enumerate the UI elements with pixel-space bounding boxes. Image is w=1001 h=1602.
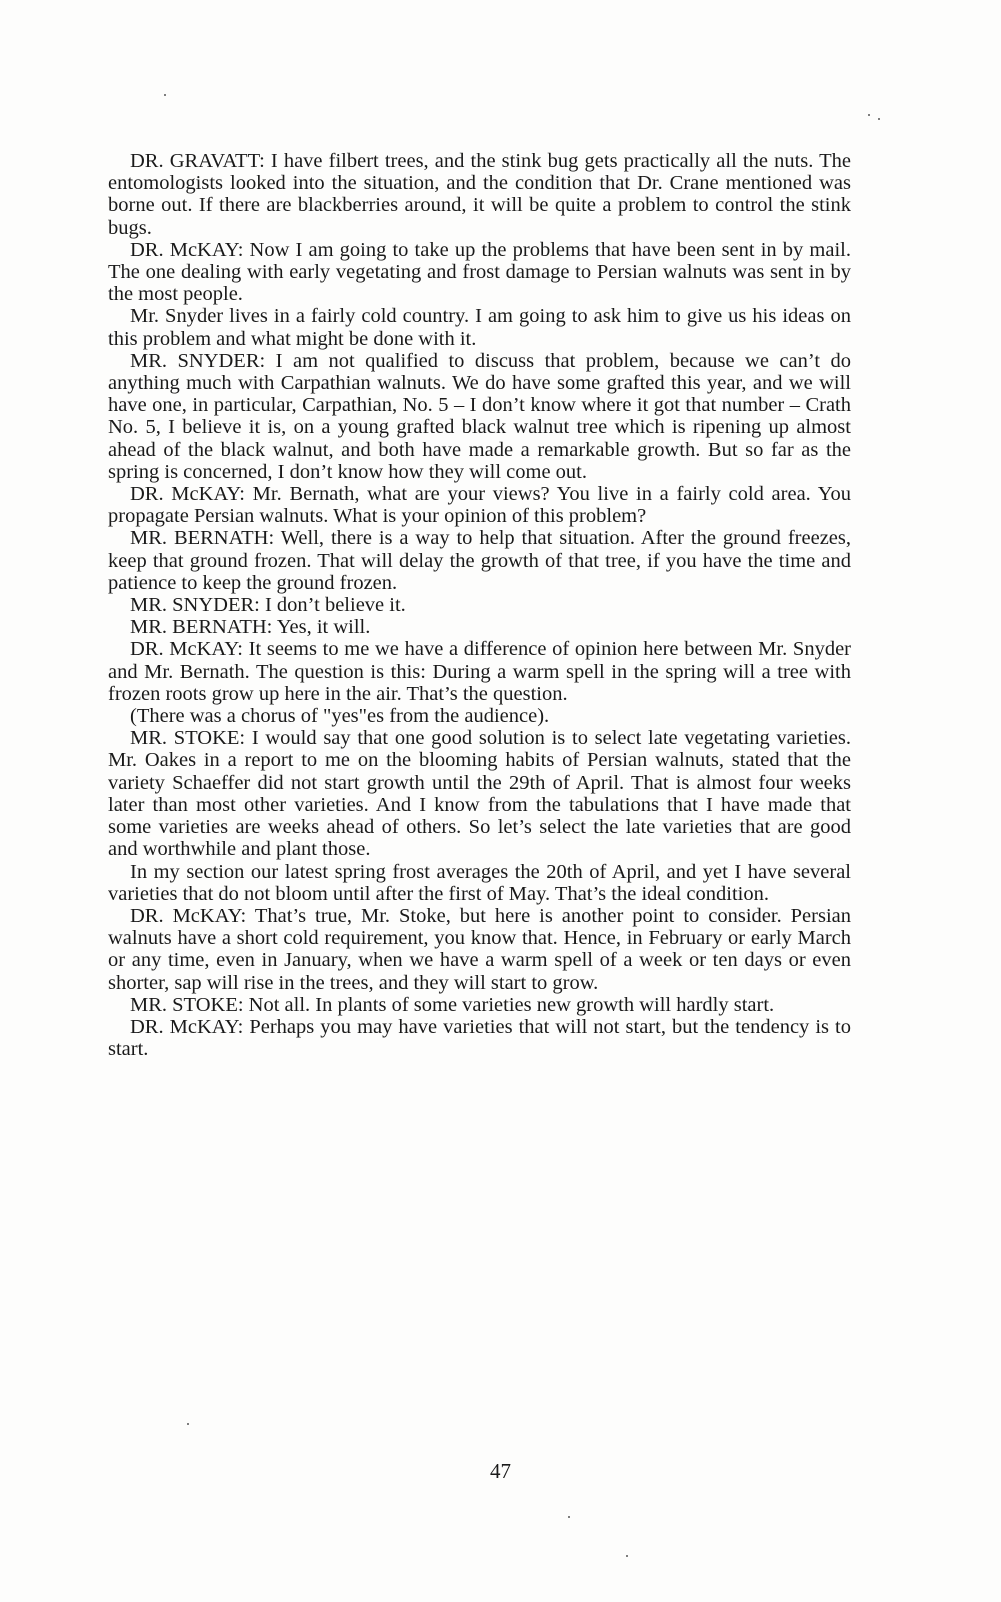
paragraph-stoke-not-all: MR. STOKE: Not all. In plants of some varieties new growth will hardly start. xyxy=(130,993,775,1016)
body-text xyxy=(108,150,851,1060)
scan-speck xyxy=(568,1516,570,1518)
paragraph-audience-chorus: (There was a chorus of "yes"es from the audience). xyxy=(130,705,550,728)
paragraph-gravatt-filberts: DR. GRAVATT: I have filbert trees, and the stink bug gets practically all the nuts. The entomologists looked into the situation, and the condition that Dr. Crane mentioned was borne out. If there are blackberries around, it will be quite a problem to control the stink bugs. xyxy=(108,150,851,239)
paragraph-snyder-carpathian: MR. SNYDER: I am not qualified to discuss that problem, because we can’t do anything much with Carpathian walnuts. We do have some grafted this year, and we will have one, in particular, Carpathian, No. 5 – I don’t know where it got that number – Crath No. 5, I believe it is, on a young grafted black walnut tree which is ripening up almost ahead of the black walnut, and both have made a remarkable growth. But so far as the spring is concerned, I don’t know how they will come out. xyxy=(108,349,851,483)
page-number: 47 xyxy=(490,1459,511,1483)
paragraph-stoke-spring-frost: In my section our latest spring frost averages the 20th of April, and yet I have several varieties that do not bloom until after the first of May. That’s the ideal condition. xyxy=(108,860,851,905)
paragraph-mckay-cold-requirement: DR. McKAY: That’s true, Mr. Stoke, but here is another point to consider. Persian walnuts have a short cold requirement, you know that. Hence, in February or early March or any time, even in January, when we have a warm spell of a week or ten days or even shorter, sap will rise in the trees, and they will start to grow. xyxy=(108,904,851,994)
scan-speck xyxy=(164,94,166,96)
paragraph-bernath-frozen-ground: MR. BERNATH: Well, there is a way to help that situation. After the ground freezes, keep that ground frozen. That will delay the growth of that tree, if you have the time and patience to keep the ground frozen. xyxy=(108,527,851,594)
paragraph-mckay-bernath-question: DR. McKAY: Mr. Bernath, what are your views? You live in a fairly cold area. You propagate Persian walnuts. What is your opinion of this problem? xyxy=(108,483,851,528)
paragraph-mckay-difference: DR. McKAY: It seems to me we have a difference of opinion here between Mr. Snyder and Mr. Bernath. The question is this: During a warm spell in the spring will a tree with frozen roots grow up here in the air. That’s the question. xyxy=(108,638,851,705)
paragraph-mckay-tendency: DR. McKAY: Perhaps you may have varieties that will not start, but the tendency is to start. xyxy=(108,1015,851,1061)
scan-speck xyxy=(868,114,870,116)
scan-speck xyxy=(878,118,880,120)
paragraph-bernath-reply: MR. BERNATH: Yes, it will. xyxy=(130,616,371,639)
paragraph-stoke-late-varieties: MR. STOKE: I would say that one good solution is to select late vegetating varieties. Mr. Oakes in a report to me on the blooming habits of Persian walnuts, stated that the variety Schaeffer did not start growth until the 29th of April. That is almost four weeks later than most other varieties. And I know from the tabulations that I have made that some varieties are weeks ahead of others. So let’s select the late varieties that are good and worthwhile and plant those. xyxy=(108,727,851,861)
scan-speck xyxy=(187,1423,189,1425)
paragraph-mckay-mail-problems: DR. McKAY: Now I am going to take up the problems that have been sent in by mail. The one dealing with early vegetating and frost damage to Persian walnuts was sent in by the most people. xyxy=(108,238,851,306)
scan-speck xyxy=(626,1555,628,1557)
paragraph-snyder-disbelief: MR. SNYDER: I don’t believe it. xyxy=(130,594,406,617)
paragraph-mckay-snyder-intro: Mr. Snyder lives in a fairly cold country. I am going to ask him to give us his ideas on this problem and what might be done with it. xyxy=(108,305,851,350)
